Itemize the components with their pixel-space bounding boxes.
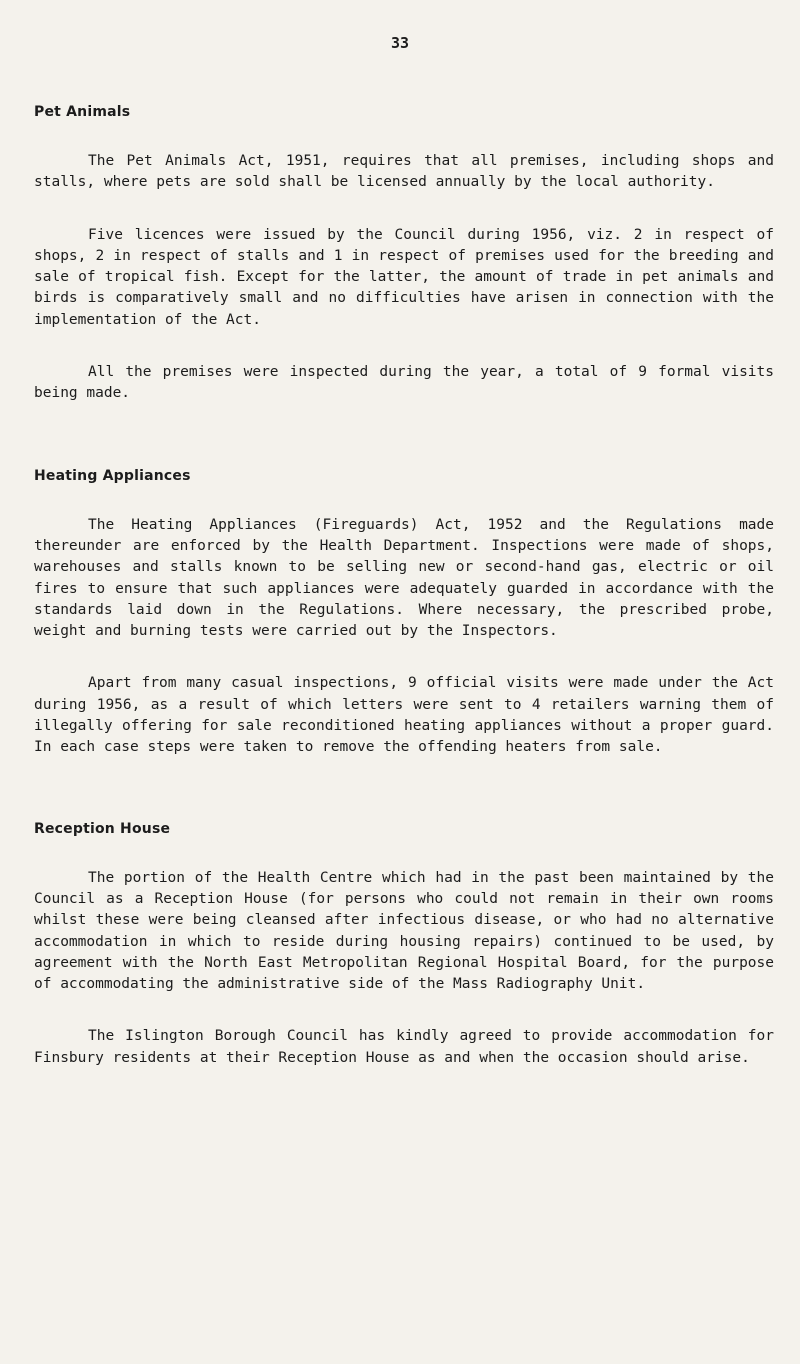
paragraph: The portion of the Health Centre which had in the past been maintained by the Council as a Reception House (for persons who could not remain in their own rooms whilst these were being cleansed after infectious disease, or who had no alternative accommodation in which to reside during housing repairs) continued to be used, by agreement with the North East Metropolitan Regional Hospital Board, for the purpose of accommodating the administrative side of the Mass Radiography Unit. (34, 869, 774, 993)
section-heading: Heating Appliances (34, 467, 191, 484)
section-reception-house (34, 821, 774, 1069)
paragraph: Apart from many casual inspections, 9 official visits were made under the Act during 1956, as a result of which letters were sent to 4 retailers warning them of illegally offering for sale reconditioned heating appliances without a proper guard. In each case steps were taken to remove the offending heaters from sale. (34, 675, 774, 756)
paragraph: The Islington Borough Council has kindly agreed to provide accommodation for Finsbury residents at their Reception House as and when the occasion should arise. (34, 1028, 774, 1066)
section-pet-animals (34, 104, 774, 405)
section-heating-appliances (34, 468, 774, 759)
section-heading: Reception House (34, 820, 171, 837)
section-heading: Pet Animals (34, 104, 131, 120)
paragraph: The Heating Appliances (Fireguards) Act, 1952 and the Regulations made thereunder are enforced by the Health Department. Inspections were made of shops, warehouses and stalls known to be selling new or second-hand gas, electric or oil fires to ensure that such appliances were adequately guarded in accordance with the standards laid down in the Regulations. Where necessary, the prescribed probe, weight and burning tests were carried out by the Inspectors. (34, 516, 774, 640)
page-number: 33 (390, 34, 410, 52)
paragraph: Five licences were issued by the Council during 1956, viz. 2 in respect of shops, 2 in respect of stalls and 1 in respect of premises used for the breeding and sale of tropical fish. Except for the latter, the amount of trade in pet animals and birds is comparatively small and no difficulties have arisen in connection with the implementation of the Act. (34, 226, 774, 328)
page-content (34, 104, 774, 1069)
paragraph: The Pet Animals Act, 1951, requires that all premises, including shops and stalls, where pets are sold shall be licensed annually by the local authority. (34, 153, 774, 191)
paragraph: All the premises were inspected during the year, a total of 9 formal visits being made. (34, 364, 774, 402)
